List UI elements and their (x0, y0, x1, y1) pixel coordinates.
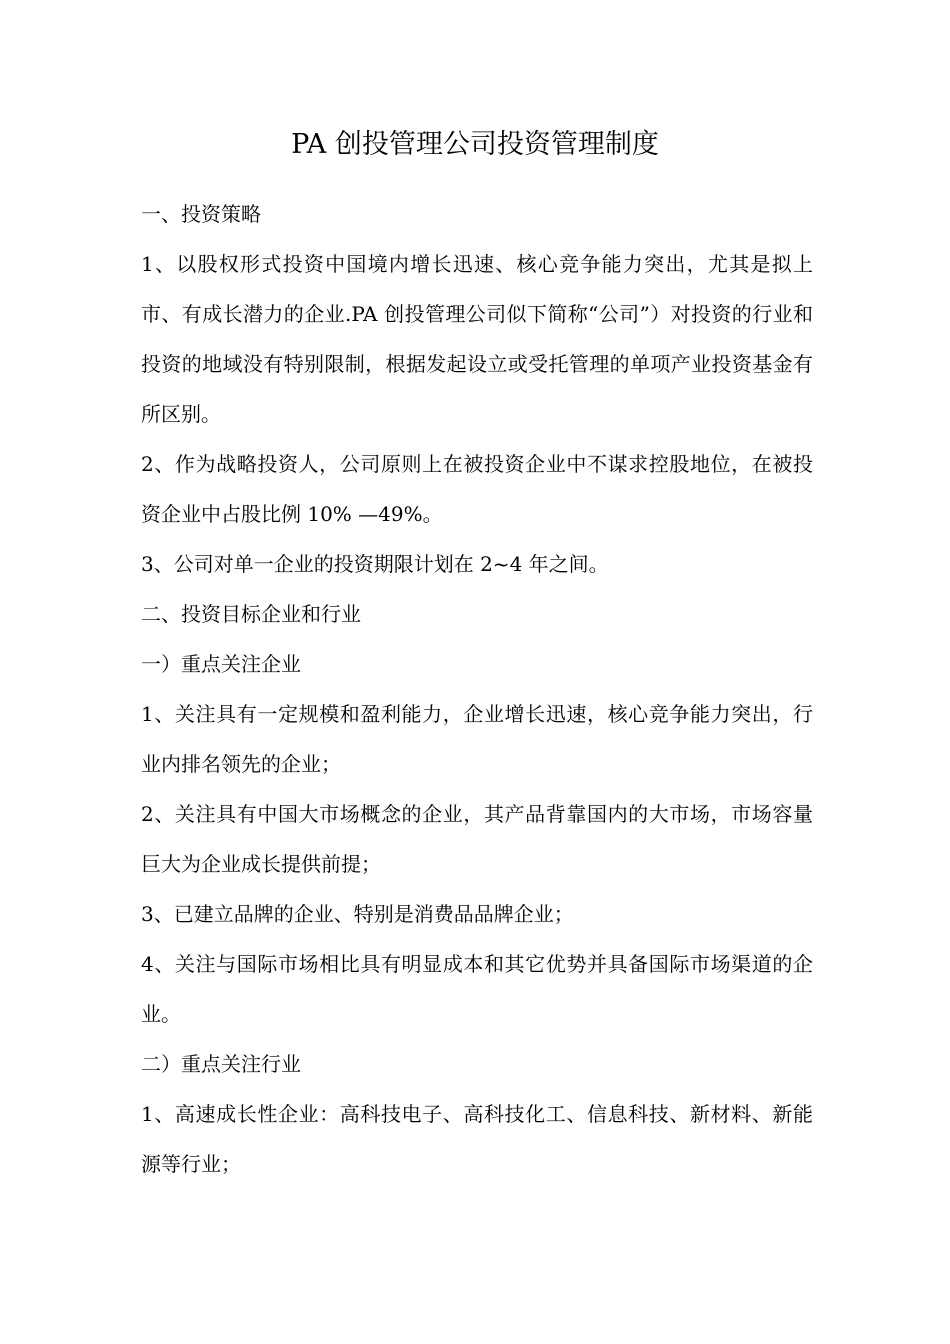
enterprise-item-1: 1、关注具有一定规模和盈利能力，企业增长迅速，核心竞争能力突出，行业内排名领先的企业； (141, 702, 813, 776)
document-body (141, 189, 813, 1189)
strategy-item-2: 2、作为战略投资人，公司原则上在被投资企业中不谋求控股地位，在被投资企业中占股比例 10% —49%。 (141, 452, 813, 526)
enterprise-item-3: 3、已建立品牌的企业、特别是消费品品牌企业； (141, 902, 574, 926)
document-title: PA 创投管理公司投资管理制度 (291, 129, 659, 160)
enterprise-item-2: 2、关注具有中国大市场概念的企业，其产品背靠国内的大市场，市场容量巨大为企业成长提供前提； (141, 802, 813, 876)
section-heading-investment-targets: 二、投资目标企业和行业 (141, 602, 361, 626)
subsection-heading-key-industries: 二）重点关注行业 (141, 1052, 301, 1076)
subsection-heading-key-enterprises: 一）重点关注企业 (141, 652, 301, 676)
section-heading-investment-strategy: 一、投资策略 (141, 202, 261, 226)
strategy-item-1: 1、以股权形式投资中国境内增长迅速、核心竞争能力突出，尤其是拟上市、有成长潜力的企业.PA 创投管理公司似下简称“公司”）对投资的行业和投资的地域没有特别限制，根据发起设立或受托管理的单项产业投资基金有所区别。 (141, 252, 813, 426)
enterprise-item-4: 4、关注与国际市场相比具有明显成本和其它优势并具备国际市场渠道的企业。 (141, 952, 813, 1026)
strategy-item-3: 3、公司对单一企业的投资期限计划在 2~4 年之间。 (141, 552, 609, 576)
industry-item-1: 1、高速成长性企业：高科技电子、高科技化工、信息科技、新材料、新能源等行业； (141, 1102, 813, 1176)
